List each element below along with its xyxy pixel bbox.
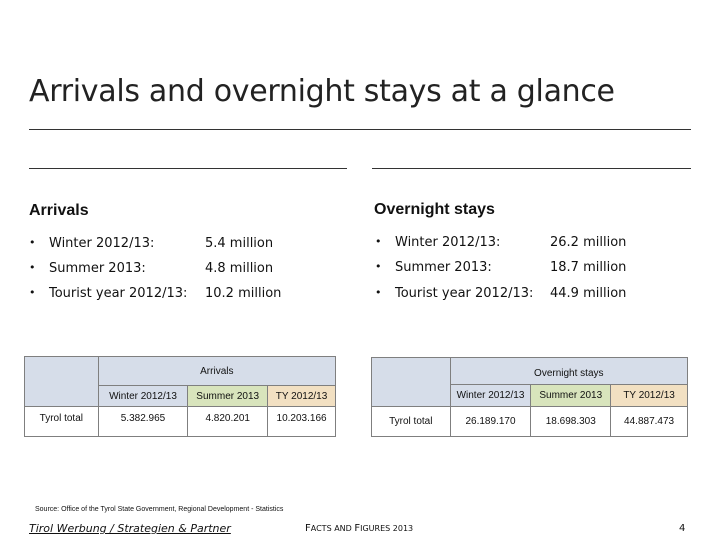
arrivals-heading: Arrivals <box>29 202 89 219</box>
table-row-label: Tyrol total <box>25 407 99 437</box>
arrivals-item <box>29 286 349 302</box>
arrivals-item-value: 5.4 million <box>205 236 274 251</box>
arrivals-item-value: 10.2 million <box>205 286 282 301</box>
arrivals-item <box>29 261 349 277</box>
table-cell: 5.382.965 <box>98 407 188 437</box>
overnight-item-label: Summer 2013: <box>395 260 492 275</box>
bullet-icon: • <box>29 261 36 274</box>
arrivals-item-label: Winter 2012/13: <box>49 236 155 251</box>
arrivals-divider <box>29 168 347 169</box>
table-group-header: Overnight stays <box>450 358 687 385</box>
bullet-icon: • <box>29 236 36 249</box>
overnight-item-value: 26.2 million <box>550 235 627 250</box>
footer-title-cap: F <box>354 523 361 534</box>
overnight-item-label: Tourist year 2012/13: <box>395 286 534 301</box>
source-note: Source: Office of the Tyrol State Government, Regional Development - Statistics <box>35 506 284 513</box>
page-number: 4 <box>679 523 686 534</box>
table-column-header: TY 2012/13 <box>611 385 688 407</box>
table-corner-cell <box>372 358 451 407</box>
table-group-header: Arrivals <box>98 357 335 386</box>
arrivals-item-value: 4.8 million <box>205 261 274 276</box>
arrivals-item <box>29 236 349 252</box>
table-cell: 18.698.303 <box>531 407 611 437</box>
overnight-divider <box>372 168 691 169</box>
table-cell: 4.820.201 <box>188 407 268 437</box>
footer-title-cap: F <box>305 523 311 534</box>
footer-title-part: IGURES 2013 <box>360 524 414 533</box>
arrivals-item-label: Summer 2013: <box>49 261 146 276</box>
table-row-label: Tyrol total <box>372 407 451 437</box>
bullet-icon: • <box>375 286 382 299</box>
table-cell: 26.189.170 <box>450 407 531 437</box>
table-column-header: Summer 2013 <box>531 385 611 407</box>
overnight-item-value: 18.7 million <box>550 260 627 275</box>
arrivals-table <box>24 356 336 437</box>
arrivals-item-label: Tourist year 2012/13: <box>49 286 188 301</box>
overnight-table <box>371 357 688 437</box>
table-column-header: Summer 2013 <box>188 386 268 407</box>
footer-brand: Tirol Werbung / Strategien & Partner <box>29 522 231 535</box>
bullet-icon: • <box>375 235 382 248</box>
bullet-icon: • <box>29 286 36 299</box>
table-column-header: Winter 2012/13 <box>98 386 188 407</box>
table-cell: 10.203.166 <box>268 407 336 437</box>
overnight-item <box>375 260 695 276</box>
footer-title-part: ACTS AND <box>310 524 355 533</box>
overnight-item <box>375 235 695 251</box>
bullet-icon: • <box>375 260 382 273</box>
title-divider <box>29 129 691 130</box>
overnight-item <box>375 286 695 302</box>
table-column-header: TY 2012/13 <box>268 386 336 407</box>
overnight-heading: Overnight stays <box>374 201 495 218</box>
overnight-item-label: Winter 2012/13: <box>395 235 501 250</box>
table-cell: 44.887.473 <box>611 407 688 437</box>
footer-title <box>305 523 413 534</box>
table-column-header: Winter 2012/13 <box>450 385 531 407</box>
overnight-item-value: 44.9 million <box>550 286 627 301</box>
page-title: Arrivals and overnight stays at a glance <box>29 74 615 109</box>
table-corner-cell <box>25 357 99 407</box>
